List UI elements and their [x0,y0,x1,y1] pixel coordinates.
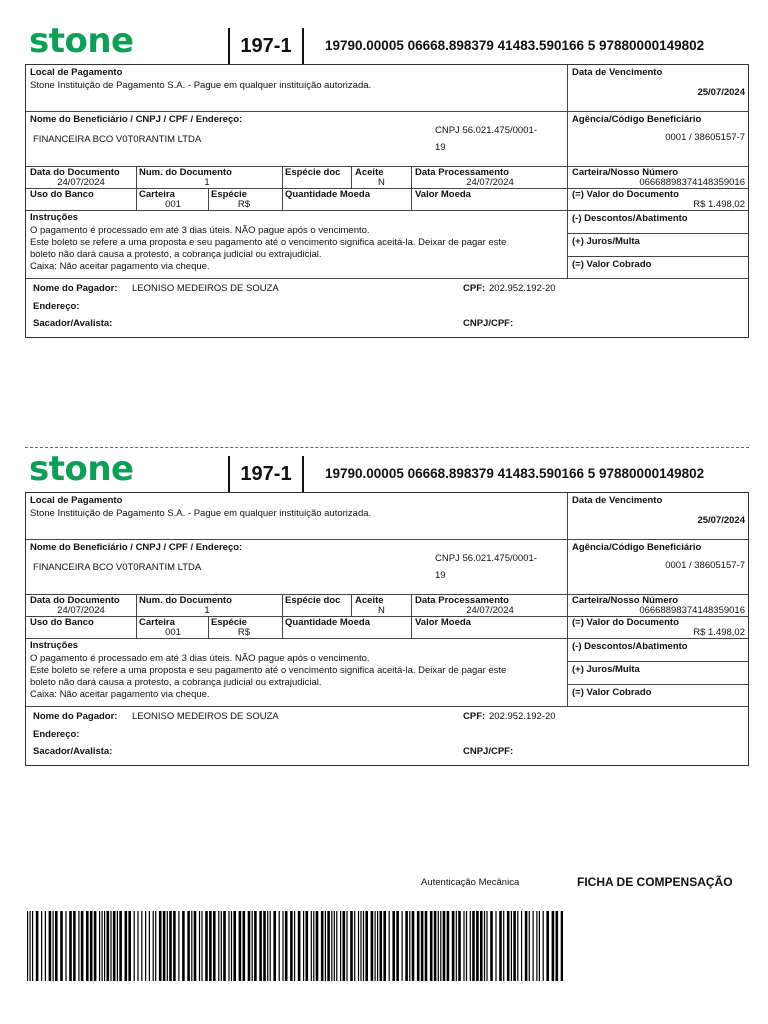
due-date: 25/07/2024 [697,87,745,98]
bank-use-cell [26,188,136,210]
barcode-bar [173,911,176,981]
barcode-bar [104,911,105,981]
barcode-bar [294,911,295,981]
barcode-bar [417,911,420,981]
barcode-bar [32,911,33,981]
barcode-bar [113,911,116,981]
barcode-bar [440,911,441,981]
barcode-bar [145,911,146,981]
interest-cell [567,661,748,684]
barcode-bar [182,911,185,981]
barcode-bar [273,911,276,981]
barcode-bar [456,911,457,981]
barcode-bar [205,911,208,981]
barcode-bar [159,911,162,981]
beneficiary-label: Nome do Beneficiário / CNPJ / CPF / Endereço: [30,542,243,553]
barcode-bar [141,911,142,981]
barcode-bar [233,911,236,981]
barcode-bar [334,911,335,981]
barcode-bar [223,911,226,981]
payer-label: Nome do Pagador: [33,711,118,722]
barcode-bar [53,911,54,981]
ficha-compensacao-label: FICHA DE COMPENSAÇÃO [577,875,733,889]
barcode-bar [73,911,76,981]
barcode-bar [383,911,386,981]
barcode-bar [125,911,128,981]
barcode-bar [45,911,46,981]
agency-label: Agência/Código Beneficiário [572,114,702,125]
doc-value-label: (=) Valor do Documento [572,189,679,200]
payer-cpf: 202.952.192-20 [489,711,556,722]
barcode-bar [561,911,563,981]
instructions-cell [26,210,567,278]
interest-cell [567,233,748,256]
processing-date: 24/07/2024 [466,177,514,188]
barcode-bar [290,911,293,981]
barcode-bar [263,911,266,981]
currency-qty-cell [282,188,411,210]
barcode-bar [380,911,383,981]
beneficiary-name: FINANCEIRA BCO V0T0RANTIM LTDA [33,562,202,573]
bank-use-cell [26,616,136,638]
barcode-bar [313,911,314,981]
currency-value-cell [411,616,567,638]
instructions-text [30,225,560,273]
barcode-bar [525,911,528,981]
barcode-bar [552,911,555,981]
doc-value: R$ 1.498,02 [693,627,745,638]
barcode-bar [134,911,135,981]
barcode-bar [194,911,197,981]
barcode-bar [86,911,89,981]
barcode-bar [363,911,364,981]
barcode-bar [486,911,487,981]
barcode-bar [412,911,415,981]
due-date-cell [567,493,748,539]
agency-code: 0001 / 38605157-7 [665,560,745,571]
barcode-bar [279,911,280,981]
doc-num-label: Num. do Documento [139,167,232,178]
due-date-label: Data de Vencimento [572,67,663,78]
accept-cell [351,594,411,616]
doc-kind-cell [282,166,351,188]
barcode-bar [231,911,232,981]
interest-label: (+) Juros/Multa [572,664,640,675]
guarantor-doc-label: CNPJ/CPF: [463,746,514,757]
processing-label: Data Processamento [415,167,509,178]
barcode-bar [90,911,93,981]
accept-label: Aceite [355,595,384,606]
barcode-bar [102,911,103,981]
boleto-slip-receipt [25,21,749,338]
accept-value: N [378,605,385,616]
charged-cell [567,684,748,706]
cut-line [25,447,749,448]
barcode-bar [405,911,408,981]
doc-num: 1 [204,177,210,188]
barcode-bar [41,911,42,981]
barcode-bar [539,911,540,981]
barcode-bar [49,911,52,981]
digitable-line[interactable]: 19790.00005 06668.898379 41483.590166 5 97880000149802 [325,38,705,53]
barcode-bar [128,911,131,981]
barcode-bar [495,911,496,981]
barcode-bar [533,911,534,981]
barcode-bar [425,911,428,981]
barcode-bar [178,911,179,981]
barcode-bar [36,911,39,981]
currency-qty-label: Quantidade Moeda [285,617,370,628]
barcode-bar [191,911,192,981]
barcode-bar [396,911,399,981]
barcode-bar [119,911,122,981]
barcode-bar [137,911,138,981]
barcode-bar [546,911,549,981]
doc-date-label: Data do Documento [30,167,120,178]
our-number-label: Carteira/Nosso Número [572,595,679,606]
barcode-bar [511,911,512,981]
currency-value-cell [411,188,567,210]
doc-date: 24/07/2024 [57,605,105,616]
slip-header [25,21,749,64]
payment-place-cell [26,65,567,111]
instruction-line: Caixa: Não aceitar pagamento via cheque. [30,261,210,272]
beneficiary-name: FINANCEIRA BCO V0T0RANTIM LTDA [33,134,202,145]
beneficiary-cnpj-line1: CNPJ 56.021.475/0001- [435,125,537,136]
doc-num: 1 [204,605,210,616]
agency-cell [567,539,748,594]
doc-kind-cell [282,594,351,616]
currency-kind: R$ [237,627,251,638]
instruction-line: Caixa: Não aceitar pagamento via cheque. [30,689,210,700]
doc-num-cell [136,594,282,616]
currency-qty-cell [282,616,411,638]
payer-label: Nome do Pagador: [33,283,118,294]
barcode-bar [484,911,485,981]
currency-kind-label: Espécie [211,617,247,628]
barcode-bar [155,911,156,981]
currency-value-label: Valor Moeda [415,617,471,628]
wallet-value: 001 [165,199,181,210]
barcode-bar [521,911,522,981]
barcode-bar [443,911,446,981]
payer-name: LEONISO MEDEIROS DE SOUZA [132,283,279,294]
barcode-bar [346,911,347,981]
barcode-bar [340,911,341,981]
beneficiary-cnpj-line1: CNPJ 56.021.475/0001- [435,553,537,564]
boleto-box [25,492,749,766]
barcode-bar [282,911,283,981]
barcode-bar [371,911,374,981]
barcode-bar [306,911,309,981]
currency-qty-label: Quantidade Moeda [285,189,370,200]
address-label: Endereço: [33,729,80,740]
our-number-cell [567,166,748,188]
doc-value: R$ 1.498,02 [693,199,745,210]
barcode-bar [499,911,502,981]
mechanical-auth-label: Autenticação Mecânica [421,877,520,888]
payer-cell [26,706,748,765]
barcode-bar [199,911,200,981]
payer-cell [26,278,748,337]
barcode-bar [434,911,437,981]
doc-date-cell [26,594,136,616]
barcode-bar [529,911,530,981]
barcode-bar [360,911,361,981]
bank-use-label: Uso do Banco [30,189,94,200]
barcode-bar [354,911,355,981]
discount-cell [567,210,748,233]
agency-code: 0001 / 38605157-7 [665,132,745,143]
payment-place: Stone Instituição de Pagamento S.A. - Pague em qualquer instituição autorizada. [30,508,372,519]
barcode-bar [392,911,395,981]
our-number-label: Carteira/Nosso Número [572,167,679,178]
payer-cpf-label: CPF: [463,711,486,722]
barcode-bar [421,911,424,981]
stone-logo: stone [29,449,134,489]
guarantor-label: Sacador/Avalista: [33,318,113,329]
instruction-line: Este boleto se refere a uma proposta e seu pagamento até o vencimento significa aceitá-la. Deixar de pagar este [30,237,507,248]
doc-value-cell [567,188,748,210]
barcode-bar [254,911,257,981]
barcode [27,911,563,981]
barcode-bar [221,911,222,981]
payment-place-label: Local de Pagamento [30,67,123,78]
barcode-bar [252,911,253,981]
barcode-bar [285,911,288,981]
payer-name: LEONISO MEDEIROS DE SOUZA [132,711,279,722]
instruction-line: O pagamento é processado em até 3 dias úteis. NÃO pague após o vencimento. [30,653,370,664]
payer-cpf: 202.952.192-20 [489,283,556,294]
doc-num-cell [136,166,282,188]
accept-cell [351,166,411,188]
barcode-bar [30,911,31,981]
barcode-bar [556,911,559,981]
barcode-bar [480,911,483,981]
instructions-label: Instruções [30,212,79,223]
doc-kind-label: Espécie doc [285,595,341,606]
barcode-bar [69,911,72,981]
barcode-bar [430,911,433,981]
discount-cell [567,638,748,661]
beneficiary-cnpj-line2: 19 [435,142,446,153]
doc-date-cell [26,166,136,188]
processing-date: 24/07/2024 [466,605,514,616]
barcode-bar [325,911,326,981]
instruction-line: boleto não dará causa a protesto, a cobrança judicial ou extrajudicial. [30,249,322,260]
doc-date: 24/07/2024 [57,177,105,188]
instruction-line: O pagamento é processado em até 3 dias úteis. NÃO pague após o vencimento. [30,225,370,236]
barcode-bar [466,911,467,981]
discount-label: (-) Descontos/Abatimento [572,641,688,652]
barcode-bar [243,911,246,981]
barcode-bar [117,911,118,981]
barcode-bar [167,911,168,981]
accept-label: Aceite [355,167,384,178]
bank-code: 197-1 [228,28,304,64]
processing-cell [411,594,567,616]
barcode-bar [476,911,479,981]
wallet-label: Carteira [139,189,175,200]
guarantor-label: Sacador/Avalista: [33,746,113,757]
doc-value-label: (=) Valor do Documento [572,617,679,628]
barcode-bar [458,911,461,981]
currency-kind: R$ [237,199,251,210]
barcode-bar [321,911,324,981]
boleto-slip-compensation [25,449,749,766]
barcode-bar [267,911,268,981]
processing-cell [411,166,567,188]
barcode-bar [472,911,475,981]
barcode-bar [470,911,471,981]
discount-label: (-) Descontos/Abatimento [572,213,688,224]
barcode-bar [536,911,537,981]
currency-kind-cell [208,616,282,638]
barcode-bar [503,911,504,981]
stone-logo: stone [29,21,134,61]
barcode-bar [358,911,359,981]
due-date-label: Data de Vencimento [572,495,663,506]
barcode-bar [65,911,66,981]
our-number: 06668898374148359016 [639,605,745,616]
payment-place: Stone Instituição de Pagamento S.A. - Pague em qualquer instituição autorizada. [30,80,372,91]
our-number: 06668898374148359016 [639,177,745,188]
currency-kind-cell [208,188,282,210]
interest-label: (+) Juros/Multa [572,236,640,247]
agency-label: Agência/Código Beneficiário [572,542,702,553]
barcode-bar [201,911,202,981]
digitable-line[interactable]: 19790.00005 06668.898379 41483.590166 5 97880000149802 [325,466,705,481]
slip-header [25,449,749,492]
barcode-bar [336,911,337,981]
barcode-bar [463,911,464,981]
wallet-cell [136,616,208,638]
barcode-bar [375,911,376,981]
barcode-bar [402,911,403,981]
doc-date-label: Data do Documento [30,595,120,606]
barcode-bar [78,911,79,981]
barcode-bar [218,911,219,981]
agency-cell [567,111,748,166]
barcode-bar [248,911,251,981]
barcode-bar [389,911,390,981]
processing-label: Data Processamento [415,595,509,606]
doc-value-cell [567,616,748,638]
barcode-bar [517,911,518,981]
barcode-bar [163,911,166,981]
charged-label: (=) Valor Cobrado [572,687,652,698]
barcode-bar [81,911,84,981]
barcode-bar [270,911,271,981]
barcode-bar [343,911,346,981]
instructions-cell [26,638,567,706]
beneficiary-cell [26,111,567,166]
currency-value-label: Valor Moeda [415,189,471,200]
instructions-label: Instruções [30,640,79,651]
barcode-bar [228,911,229,981]
barcode-bar [110,911,111,981]
barcode-bar [169,911,172,981]
payment-place-cell [26,493,567,539]
barcode-bar [327,911,330,981]
barcode-bar [55,911,58,981]
barcode-bar [409,911,410,981]
barcode-bar [239,911,242,981]
barcode-bar [507,911,510,981]
currency-kind-label: Espécie [211,189,247,200]
instructions-text [30,653,560,701]
barcode-bar [513,911,516,981]
barcode-bar [303,911,304,981]
doc-kind-label: Espécie doc [285,167,341,178]
barcode-bar [365,911,368,981]
barcode-bar [452,911,455,981]
barcode-bar [490,911,493,981]
barcode-bar [27,911,28,981]
barcode-bar [316,911,319,981]
wallet-label: Carteira [139,617,175,628]
barcode-bar [149,911,150,981]
barcode-bar [259,911,262,981]
barcode-bar [107,911,110,981]
accept-value: N [378,177,385,188]
wallet-value: 001 [165,627,181,638]
instruction-line: Este boleto se refere a uma proposta e seu pagamento até o vencimento significa aceitá-la. Deixar de pagar este [30,665,507,676]
barcode-bar [209,911,212,981]
barcode-bar [153,911,154,981]
due-date-cell [567,65,748,111]
barcode-bar [94,911,97,981]
doc-num-label: Num. do Documento [139,595,232,606]
barcode-bar [350,911,353,981]
barcode-bar [331,911,332,981]
barcode-bar [438,911,439,981]
payer-cpf-label: CPF: [463,283,486,294]
beneficiary-cnpj-line2: 19 [435,570,446,581]
barcode-bar [447,911,450,981]
barcode-bar [377,911,378,981]
barcode-bar [99,911,100,981]
wallet-cell [136,188,208,210]
barcode-bar [60,911,63,981]
bank-use-label: Uso do Banco [30,617,94,628]
payment-place-label: Local de Pagamento [30,495,123,506]
boleto-box [25,64,749,338]
address-label: Endereço: [33,301,80,312]
beneficiary-cell [26,539,567,594]
charged-label: (=) Valor Cobrado [572,259,652,270]
barcode-bar [298,911,301,981]
barcode-bar [311,911,312,981]
bank-code: 197-1 [228,456,304,492]
beneficiary-label: Nome do Beneficiário / CNPJ / CPF / Endereço: [30,114,243,125]
instruction-line: boleto não dará causa a protesto, a cobrança judicial ou extrajudicial. [30,677,322,688]
barcode-bar [213,911,216,981]
barcode-bar [187,911,190,981]
charged-cell [567,256,748,278]
due-date: 25/07/2024 [697,515,745,526]
barcode-bar [543,911,544,981]
guarantor-doc-label: CNPJ/CPF: [463,318,514,329]
our-number-cell [567,594,748,616]
